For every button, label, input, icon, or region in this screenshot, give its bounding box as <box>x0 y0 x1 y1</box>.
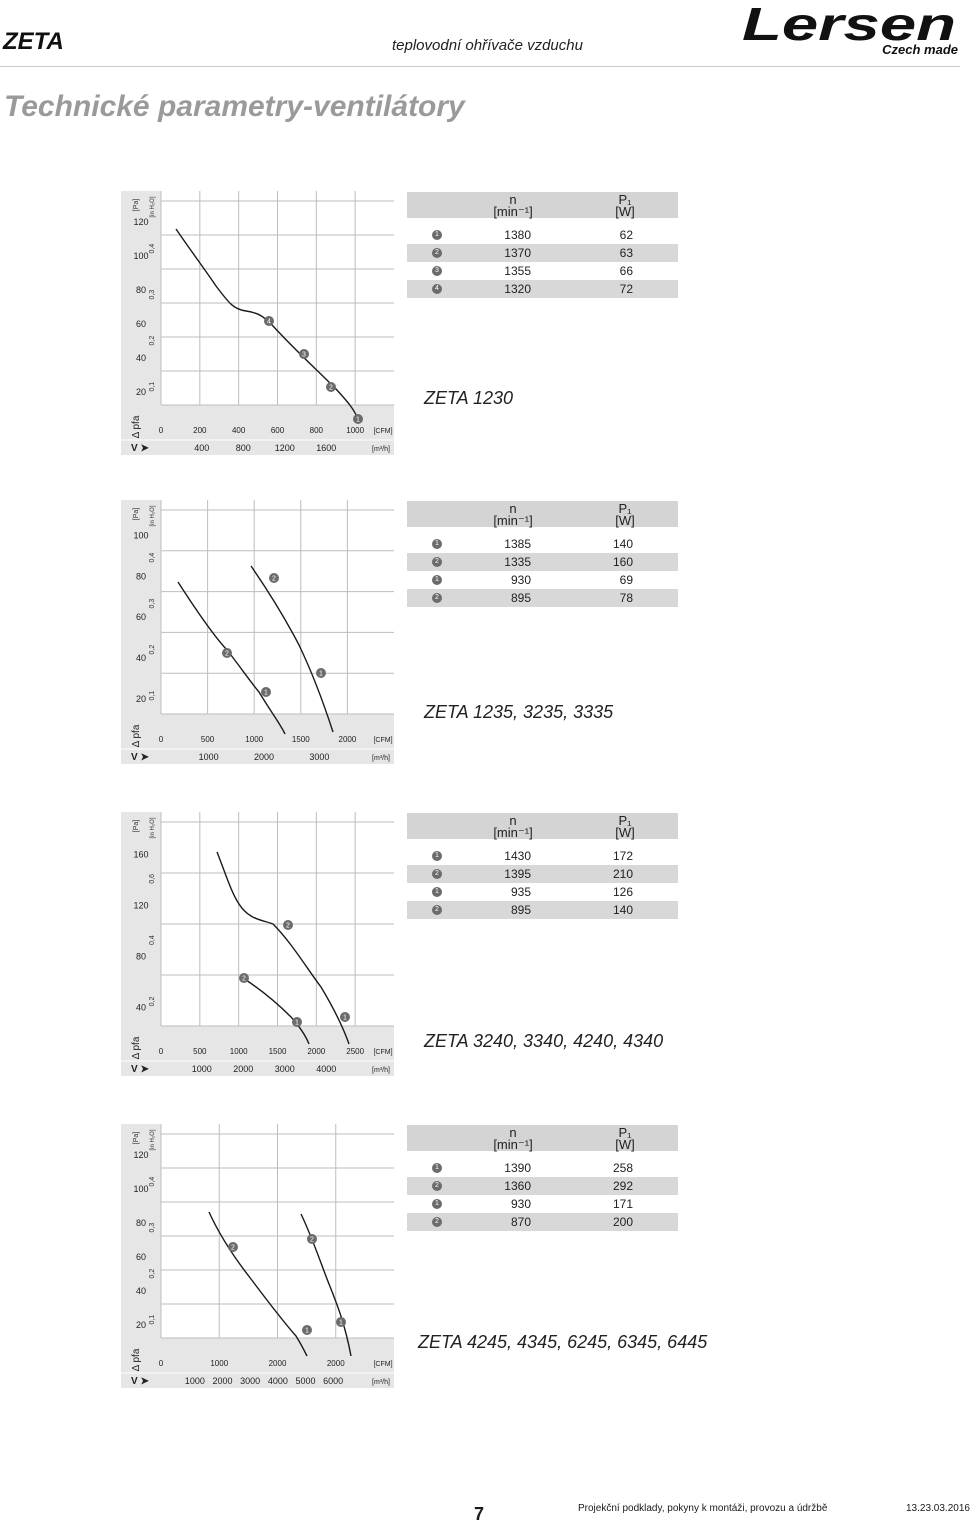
inh2o-tick-label: 0,6 <box>149 873 156 884</box>
speed-value: 1395 <box>504 867 531 881</box>
page-title: Technické parametry-ventilátory <box>4 90 465 123</box>
model-name-1: ZETA 1230 <box>424 388 514 408</box>
table-row <box>407 883 678 901</box>
power-value: 171 <box>612 1197 633 1211</box>
pa-tick-label: 80 <box>135 951 147 962</box>
m3h-tick-label: 2000 <box>253 752 275 762</box>
inh2o-tick-label: 0,4 <box>149 243 156 254</box>
pa-tick-label: 20 <box>135 1319 147 1330</box>
inh2o-tick-label: 0,1 <box>149 1314 156 1325</box>
inh2o-tick-label: 0,3 <box>149 1222 156 1233</box>
inh2o-tick-label: 0,4 <box>149 935 156 946</box>
curve-badge-label: 2 <box>329 384 333 392</box>
pa-tick-label: 100 <box>133 530 149 541</box>
pa-unit-label: [Pa] <box>133 198 140 212</box>
cfm-tick-label: 800 <box>309 426 324 435</box>
speed-value: 930 <box>510 1197 531 1211</box>
cfm-tick-label: 1000 <box>229 1047 248 1056</box>
header-divider <box>0 66 960 67</box>
pa-tick-label: 40 <box>135 352 147 363</box>
brand-tagline: Czech made <box>882 42 958 57</box>
table-row <box>407 865 678 883</box>
pa-unit-label: [Pa] <box>133 1131 140 1145</box>
pa-tick-label: 40 <box>135 1002 147 1013</box>
n-symbol: n <box>509 1125 517 1140</box>
table-row <box>407 226 678 244</box>
pa-tick-label: 60 <box>135 1251 147 1262</box>
table-row <box>407 1213 678 1231</box>
pa-unit-label: [Pa] <box>133 507 140 521</box>
curve-badge-label: 2 <box>225 650 229 658</box>
flow-axis-label: V ➤ <box>131 443 149 454</box>
pa-tick-label: 100 <box>133 1183 149 1194</box>
table-header <box>407 813 678 839</box>
cfm-tick-label: 500 <box>193 1047 207 1056</box>
speed-value: 935 <box>510 885 531 899</box>
footer-date: 13.23.03.2016 <box>906 1503 970 1514</box>
fan-chart-2-plot <box>121 500 394 764</box>
m3h-unit-label: [m³/h] <box>372 446 390 453</box>
speed-value: 1320 <box>504 282 531 296</box>
pa-unit-label: [Pa] <box>133 819 140 833</box>
inh2o-tick-label: 0,3 <box>149 289 156 300</box>
inh2o-tick-label: 0,1 <box>149 690 156 701</box>
curve-badge-label: 4 <box>267 318 271 326</box>
cfm-tick-label: 0 <box>158 735 164 744</box>
curve-badge-label: 2 <box>242 975 246 983</box>
n-symbol: n <box>509 501 517 516</box>
table-row <box>407 1177 678 1195</box>
m3h-tick-label: 2000 <box>233 1064 254 1074</box>
speed-value: 895 <box>510 903 531 917</box>
fan-table-3 <box>407 813 678 919</box>
curve-badge-label: 2 <box>310 1236 314 1244</box>
model-name-4: ZETA 4245, 4345, 6245, 6345, 6445 <box>418 1332 708 1352</box>
flow-axis-label: V ➤ <box>131 1064 149 1075</box>
m3h-tick-label: 2000 <box>212 1376 233 1386</box>
cfm-unit-label: [CFM] <box>373 1049 393 1056</box>
p-unit: [W] <box>615 825 635 840</box>
cfm-unit-label: [CFM] <box>373 1361 393 1368</box>
cfm-tick-label: 0 <box>158 426 164 435</box>
pa-tick-label: 100 <box>133 250 149 261</box>
table-row <box>407 571 678 589</box>
p-symbol: P₁ <box>618 813 632 828</box>
power-value: 292 <box>612 1179 633 1193</box>
curve-badge: 1 <box>432 230 442 240</box>
m3h-tick-label: 1000 <box>184 1376 205 1386</box>
speed-value: 1370 <box>504 246 531 260</box>
m3h-tick-label: 1200 <box>274 443 295 453</box>
curve-badge: 2 <box>432 557 442 567</box>
m3h-tick-label: 3000 <box>309 752 330 762</box>
p-symbol: P₁ <box>618 1125 632 1140</box>
speed-value: 1390 <box>504 1161 531 1175</box>
p-symbol: P₁ <box>618 192 632 207</box>
n-symbol: n <box>509 192 517 207</box>
power-value: 72 <box>619 282 633 296</box>
table-row <box>407 847 678 865</box>
p-unit: [W] <box>615 204 635 219</box>
fan-chart-3-plot <box>121 812 394 1076</box>
power-value: 140 <box>612 537 633 551</box>
fan-chart-2 <box>121 500 394 764</box>
footer-text: Projekční podklady, pokyny k montáži, provozu a údržbě <box>578 1503 828 1514</box>
inh2o-unit-label: [in H₂O] <box>150 196 156 218</box>
fan-chart-1 <box>121 191 394 455</box>
inh2o-tick-label: 0,2 <box>149 996 156 1007</box>
cfm-tick-label: 0 <box>158 1047 164 1056</box>
curve-badge-label: 1 <box>319 670 323 678</box>
m3h-tick-label: 1600 <box>316 443 337 453</box>
curve-badge: 1 <box>432 851 442 861</box>
m3h-tick-label: 4000 <box>267 1376 288 1386</box>
page-number: 7 <box>474 1504 485 1524</box>
speed-value: 1355 <box>504 264 531 278</box>
fan-chart-3 <box>121 812 394 1076</box>
model-name-2: ZETA 1235, 3235, 3335 <box>424 702 614 722</box>
table-header <box>407 1125 678 1151</box>
speed-value: 1385 <box>504 537 531 551</box>
inh2o-tick-label: 0,3 <box>149 598 156 609</box>
cfm-tick-label: 2000 <box>326 1359 345 1368</box>
power-value: 140 <box>612 903 633 917</box>
speed-value: 1430 <box>504 849 531 863</box>
inh2o-tick-label: 0,2 <box>149 335 156 346</box>
pressure-axis-label: Δ pfa <box>131 1348 142 1372</box>
pa-tick-label: 80 <box>135 284 147 295</box>
n-unit: [min⁻¹] <box>493 204 533 219</box>
cfm-tick-label: 1500 <box>268 1047 287 1056</box>
pa-tick-label: 80 <box>135 571 147 582</box>
pressure-axis-label: Δ pfa <box>131 1036 142 1060</box>
model-name-3: ZETA 3240, 3340, 4240, 4340 <box>424 1031 664 1051</box>
speed-value: 895 <box>510 591 531 605</box>
brand-name: Lersen <box>742 0 956 50</box>
pa-tick-label: 120 <box>133 1149 149 1160</box>
table-row <box>407 553 678 571</box>
n-symbol: n <box>509 813 517 828</box>
table-header <box>407 501 678 527</box>
speed-value: 1380 <box>504 228 531 242</box>
power-value: 172 <box>612 849 633 863</box>
pa-tick-label: 40 <box>135 652 147 663</box>
m3h-tick-label: 3000 <box>274 1064 295 1074</box>
inh2o-tick-label: 0,1 <box>149 381 156 392</box>
n-unit: [min⁻¹] <box>493 513 533 528</box>
curve-badge-label: 2 <box>231 1244 235 1252</box>
fan-chart-1-plot <box>121 191 394 455</box>
pa-tick-label: 20 <box>135 386 147 397</box>
table-header <box>407 192 678 218</box>
pressure-axis-label: Δ pfa <box>131 415 142 439</box>
power-value: 258 <box>612 1161 633 1175</box>
p-symbol: P₁ <box>618 501 632 516</box>
n-unit: [min⁻¹] <box>493 825 533 840</box>
inh2o-unit-label: [in H₂O] <box>150 505 156 527</box>
curve-badge: 1 <box>432 539 442 549</box>
power-value: 78 <box>619 591 633 605</box>
cfm-tick-label: 2000 <box>338 735 357 744</box>
speed-value: 870 <box>510 1215 531 1229</box>
table-row <box>407 262 678 280</box>
table-row <box>407 1159 678 1177</box>
table-row <box>407 535 678 553</box>
cfm-tick-label: 1000 <box>210 1359 229 1368</box>
curve-badge-label: 2 <box>286 922 290 930</box>
m3h-tick-label: 4000 <box>316 1064 337 1074</box>
p-unit: [W] <box>615 513 635 528</box>
m3h-tick-label: 800 <box>235 443 251 453</box>
m3h-tick-label: 1000 <box>191 1064 212 1074</box>
pa-tick-label: 60 <box>135 318 147 329</box>
curve-badge-label: 1 <box>343 1014 347 1022</box>
p-unit: [W] <box>615 1137 635 1152</box>
table-row <box>407 589 678 607</box>
curve-badge-label: 1 <box>305 1327 309 1335</box>
cfm-tick-label: 1000 <box>346 426 365 435</box>
pa-tick-label: 120 <box>133 216 149 227</box>
cfm-tick-label: 2000 <box>268 1359 287 1368</box>
power-value: 66 <box>619 264 633 278</box>
cfm-unit-label: [CFM] <box>373 428 393 435</box>
cfm-tick-label: 2000 <box>307 1047 326 1056</box>
curve-badge-label: 2 <box>272 575 276 583</box>
fan-table-1 <box>407 192 678 298</box>
curve-badge: 2 <box>432 905 442 915</box>
cfm-tick-label: 200 <box>193 426 207 435</box>
inh2o-tick-label: 0,2 <box>149 644 156 655</box>
inh2o-tick-label: 0,4 <box>149 1176 156 1187</box>
pa-tick-label: 160 <box>133 849 149 860</box>
inh2o-unit-label: [in H₂O] <box>150 1129 156 1151</box>
pa-tick-label: 20 <box>135 693 147 704</box>
curve-badge: 1 <box>432 1199 442 1209</box>
power-value: 210 <box>612 867 633 881</box>
curve-badge-label: 3 <box>302 351 306 359</box>
power-value: 63 <box>619 246 633 260</box>
pa-tick-label: 60 <box>135 612 147 623</box>
product-name: ZETA <box>3 28 64 55</box>
fan-table-2 <box>407 501 678 607</box>
curve-badge: 1 <box>432 887 442 897</box>
curve-badge-label: 1 <box>264 689 268 697</box>
flow-axis-label: V ➤ <box>131 752 149 763</box>
pressure-axis-label: Δ pfa <box>131 724 142 748</box>
fan-chart-4-plot <box>121 1124 394 1388</box>
curve-badge: 1 <box>432 1163 442 1173</box>
m3h-tick-label: 6000 <box>323 1376 344 1386</box>
pa-tick-label: 40 <box>135 1285 147 1296</box>
power-value: 126 <box>612 885 633 899</box>
cfm-tick-label: 2500 <box>346 1047 365 1056</box>
curve-badge: 2 <box>432 248 442 258</box>
curve-badge: 2 <box>432 869 442 879</box>
power-value: 69 <box>619 573 633 587</box>
cfm-tick-label: 500 <box>200 735 215 744</box>
power-value: 200 <box>612 1215 633 1229</box>
table-row <box>407 244 678 262</box>
cfm-tick-label: 600 <box>270 426 285 435</box>
cfm-tick-label: 400 <box>231 426 246 435</box>
curve-badge: 2 <box>432 1217 442 1227</box>
m3h-unit-label: [m³/h] <box>372 1067 390 1074</box>
curve-badge: 1 <box>432 575 442 585</box>
m3h-unit-label: [m³/h] <box>372 1379 390 1386</box>
curve-badge-label: 1 <box>339 1319 343 1327</box>
inh2o-unit-label: [in H₂O] <box>150 817 156 839</box>
cfm-tick-label: 1500 <box>291 735 310 744</box>
pa-tick-label: 120 <box>133 900 149 911</box>
fan-chart-4 <box>121 1124 394 1388</box>
m3h-unit-label: [m³/h] <box>372 755 390 762</box>
m3h-tick-label: 400 <box>194 443 210 453</box>
curve-badge-label: 1 <box>356 416 360 424</box>
header-subtitle: teplovodní ohřívače vzduchu <box>392 37 583 54</box>
fan-table-4 <box>407 1125 678 1231</box>
pa-tick-label: 80 <box>135 1217 147 1228</box>
curve-badge: 4 <box>432 284 442 294</box>
brand-logo <box>740 0 960 60</box>
table-row <box>407 901 678 919</box>
power-value: 62 <box>619 228 633 242</box>
flow-axis-label: V ➤ <box>131 1376 149 1387</box>
cfm-tick-label: 1000 <box>245 735 264 744</box>
curve-badge: 2 <box>432 593 442 603</box>
power-value: 160 <box>612 555 633 569</box>
m3h-tick-label: 1000 <box>198 752 219 762</box>
m3h-tick-label: 3000 <box>240 1376 261 1386</box>
inh2o-tick-label: 0,2 <box>149 1268 156 1279</box>
curve-badge: 3 <box>432 266 442 276</box>
curve-badge-label: 1 <box>295 1019 299 1027</box>
m3h-tick-label: 5000 <box>295 1376 316 1386</box>
table-row <box>407 280 678 298</box>
curve-badge: 2 <box>432 1181 442 1191</box>
cfm-unit-label: [CFM] <box>373 737 393 744</box>
inh2o-tick-label: 0,4 <box>149 552 156 563</box>
n-unit: [min⁻¹] <box>493 1137 533 1152</box>
speed-value: 1335 <box>504 555 531 569</box>
speed-value: 930 <box>510 573 531 587</box>
table-row <box>407 1195 678 1213</box>
speed-value: 1360 <box>504 1179 531 1193</box>
cfm-tick-label: 0 <box>158 1359 164 1368</box>
